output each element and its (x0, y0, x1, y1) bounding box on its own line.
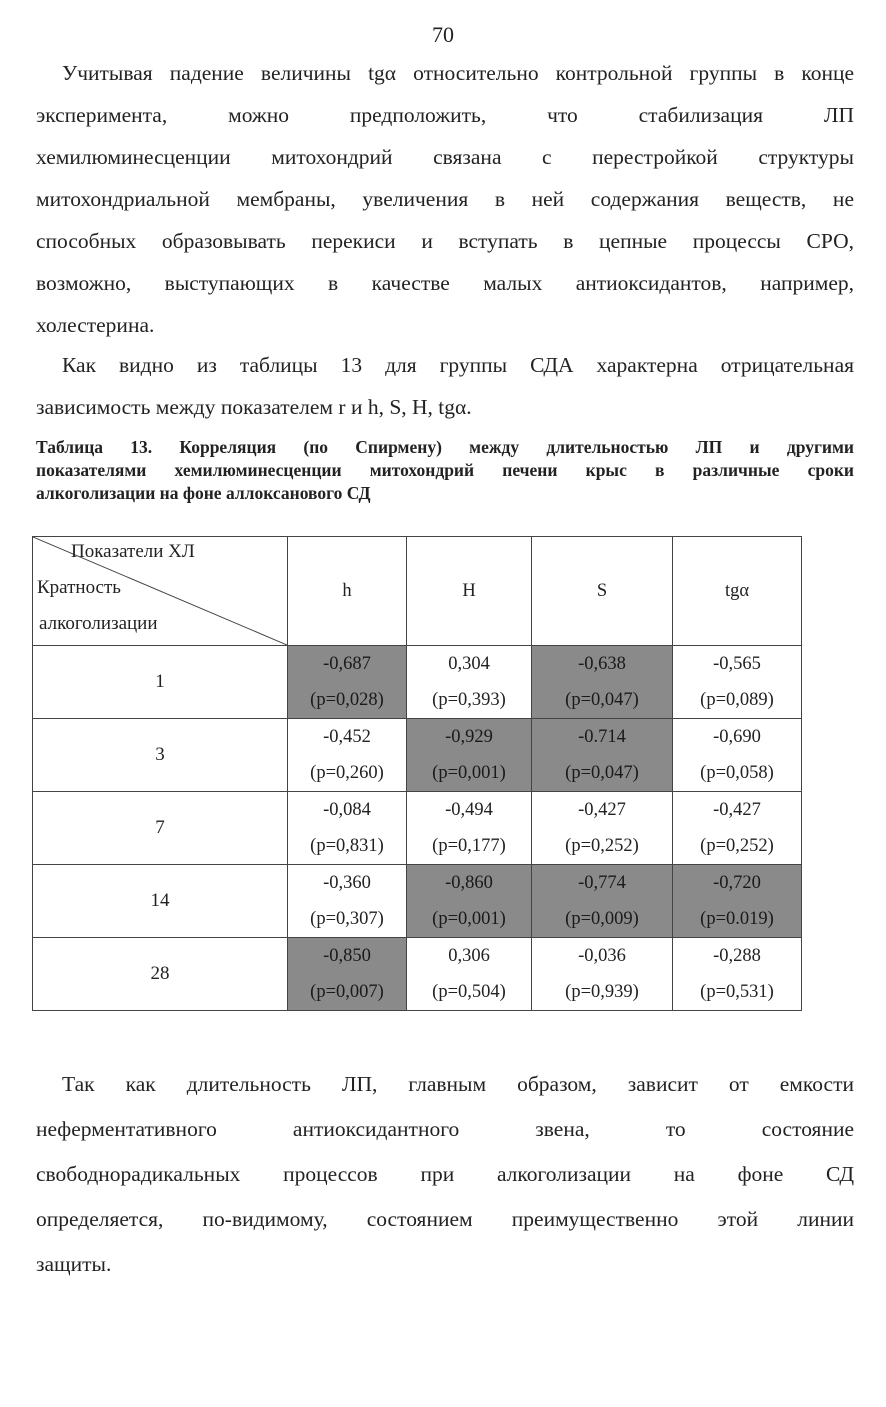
text-line: Как видно из таблицы 13 для группы СДА характерна отрицательная (62, 353, 854, 377)
p-value: (p=0,089) (700, 690, 774, 710)
text-line: защиты. (36, 1252, 112, 1276)
row-label: 28 (33, 938, 288, 1011)
correlation-value: -0,850 (323, 946, 371, 966)
p-value: (p=0,531) (700, 982, 774, 1002)
row-label: 1 (33, 646, 288, 719)
table-cell (673, 719, 802, 792)
text-line: эксперимента, можно предположить, что стабилизация ЛП (36, 103, 854, 127)
paragraph-2 (36, 344, 854, 428)
caption-line: показателями хемилюминесценции митохондрий печени крыс в различные сроки (36, 460, 854, 480)
text-line: свободнорадикальных процессов при алкоголизации на фоне СД (36, 1162, 854, 1186)
table-cell (288, 865, 407, 938)
header-corner-cell (33, 537, 288, 646)
paragraph-1 (36, 52, 854, 346)
p-value: (p=0,252) (700, 836, 774, 856)
text-line: определяется, по-видимому, состоянием преимущественно этой линии (36, 1207, 854, 1231)
p-value: (p=0,001) (432, 763, 506, 783)
p-value: (p=0,260) (310, 763, 384, 783)
header-alcoholization-label: алкоголизации (39, 613, 158, 634)
table-cell (532, 719, 673, 792)
correlation-value: -0,687 (323, 654, 371, 674)
p-value: (p=0,939) (565, 982, 639, 1002)
p-value: (p=0,831) (310, 836, 384, 856)
text-line: зависимость между показателем r и h, S, H, tgα. (36, 395, 472, 419)
table-cell (532, 792, 673, 865)
p-value: (p=0,177) (432, 836, 506, 856)
column-header: tgα (673, 537, 802, 646)
p-value: (p=0,009) (565, 909, 639, 929)
correlation-value: -0,427 (713, 800, 761, 820)
p-value: (p=0,307) (310, 909, 384, 929)
column-header: H (407, 537, 532, 646)
correlation-value: -0,452 (323, 727, 371, 747)
table-cell (288, 646, 407, 719)
text-line: неферментативного антиоксидантного звена, то состояние (36, 1117, 854, 1141)
correlation-value: -0,860 (445, 873, 493, 893)
correlation-value: -0.714 (578, 727, 626, 747)
correlation-value: -0,929 (445, 727, 493, 747)
correlation-value: -0,494 (445, 800, 493, 820)
table-row (33, 792, 802, 865)
correlation-table (32, 536, 802, 1011)
paragraph-3 (36, 1062, 854, 1287)
p-value: (p=0,007) (310, 982, 384, 1002)
table-cell (532, 938, 673, 1011)
table-cell (532, 646, 673, 719)
text-line: возможно, выступающих в качестве малых антиоксидантов, например, (36, 271, 854, 295)
correlation-value: -0,690 (713, 727, 761, 747)
correlation-value: -0,638 (578, 654, 626, 674)
table-cell (288, 938, 407, 1011)
table-header-row (33, 537, 802, 646)
text-line: хемилюминесценции митохондрий связана с перестройкой структуры (36, 145, 854, 169)
correlation-value: -0,565 (713, 654, 761, 674)
correlation-value: -0,036 (578, 946, 626, 966)
correlation-value: -0,720 (713, 873, 761, 893)
p-value: (p=0,504) (432, 982, 506, 1002)
table-cell (673, 646, 802, 719)
text-line: Учитывая падение величины tgα относительно контрольной группы в конце (62, 61, 854, 85)
correlation-value: -0,084 (323, 800, 371, 820)
p-value: (p=0,001) (432, 909, 506, 929)
table-cell (673, 938, 802, 1011)
table-row (33, 646, 802, 719)
table-row (33, 938, 802, 1011)
table-cell (407, 865, 532, 938)
p-value: (p=0,252) (565, 836, 639, 856)
table-cell (407, 792, 532, 865)
table-cell (407, 719, 532, 792)
table-cell (532, 865, 673, 938)
p-value: (p=0,393) (432, 690, 506, 710)
table-row (33, 865, 802, 938)
text-line: способных образовывать перекиси и вступать в цепные процессы СРО, (36, 229, 854, 253)
row-label: 14 (33, 865, 288, 938)
table-caption (36, 436, 854, 505)
text-line: Так как длительность ЛП, главным образом, зависит от емкости (62, 1072, 854, 1096)
caption-line: Таблица 13. Корреляция (по Спирмену) между длительностью ЛП и другими (36, 437, 854, 457)
p-value: (p=0,028) (310, 690, 384, 710)
table-cell (288, 719, 407, 792)
table-cell (673, 792, 802, 865)
row-label: 3 (33, 719, 288, 792)
p-value: (p=0,047) (565, 763, 639, 783)
text-line: митохондриальной мембраны, увеличения в ней содержания веществ, не (36, 187, 854, 211)
caption-line: алкоголизации на фоне аллоксанового СД (36, 483, 371, 503)
column-header: S (532, 537, 673, 646)
table-row (33, 719, 802, 792)
table-cell (288, 792, 407, 865)
table-cell (407, 938, 532, 1011)
table-cell (407, 646, 532, 719)
p-value: (p=0,058) (700, 763, 774, 783)
correlation-value: 0,304 (448, 654, 490, 674)
p-value: (p=0,047) (565, 690, 639, 710)
correlation-value: -0,360 (323, 873, 371, 893)
correlation-value: -0,774 (578, 873, 626, 893)
correlation-value: 0,306 (448, 946, 490, 966)
header-indicators-label: Показатели ХЛ (71, 541, 195, 562)
p-value: (p=0.019) (700, 909, 774, 929)
correlation-value: -0,427 (578, 800, 626, 820)
row-label: 7 (33, 792, 288, 865)
correlation-value: -0,288 (713, 946, 761, 966)
column-header: h (288, 537, 407, 646)
page-number: 70 (432, 22, 454, 47)
table-cell (673, 865, 802, 938)
text-line: холестерина. (36, 313, 155, 337)
header-multiplicity-label: Кратность (37, 577, 121, 598)
